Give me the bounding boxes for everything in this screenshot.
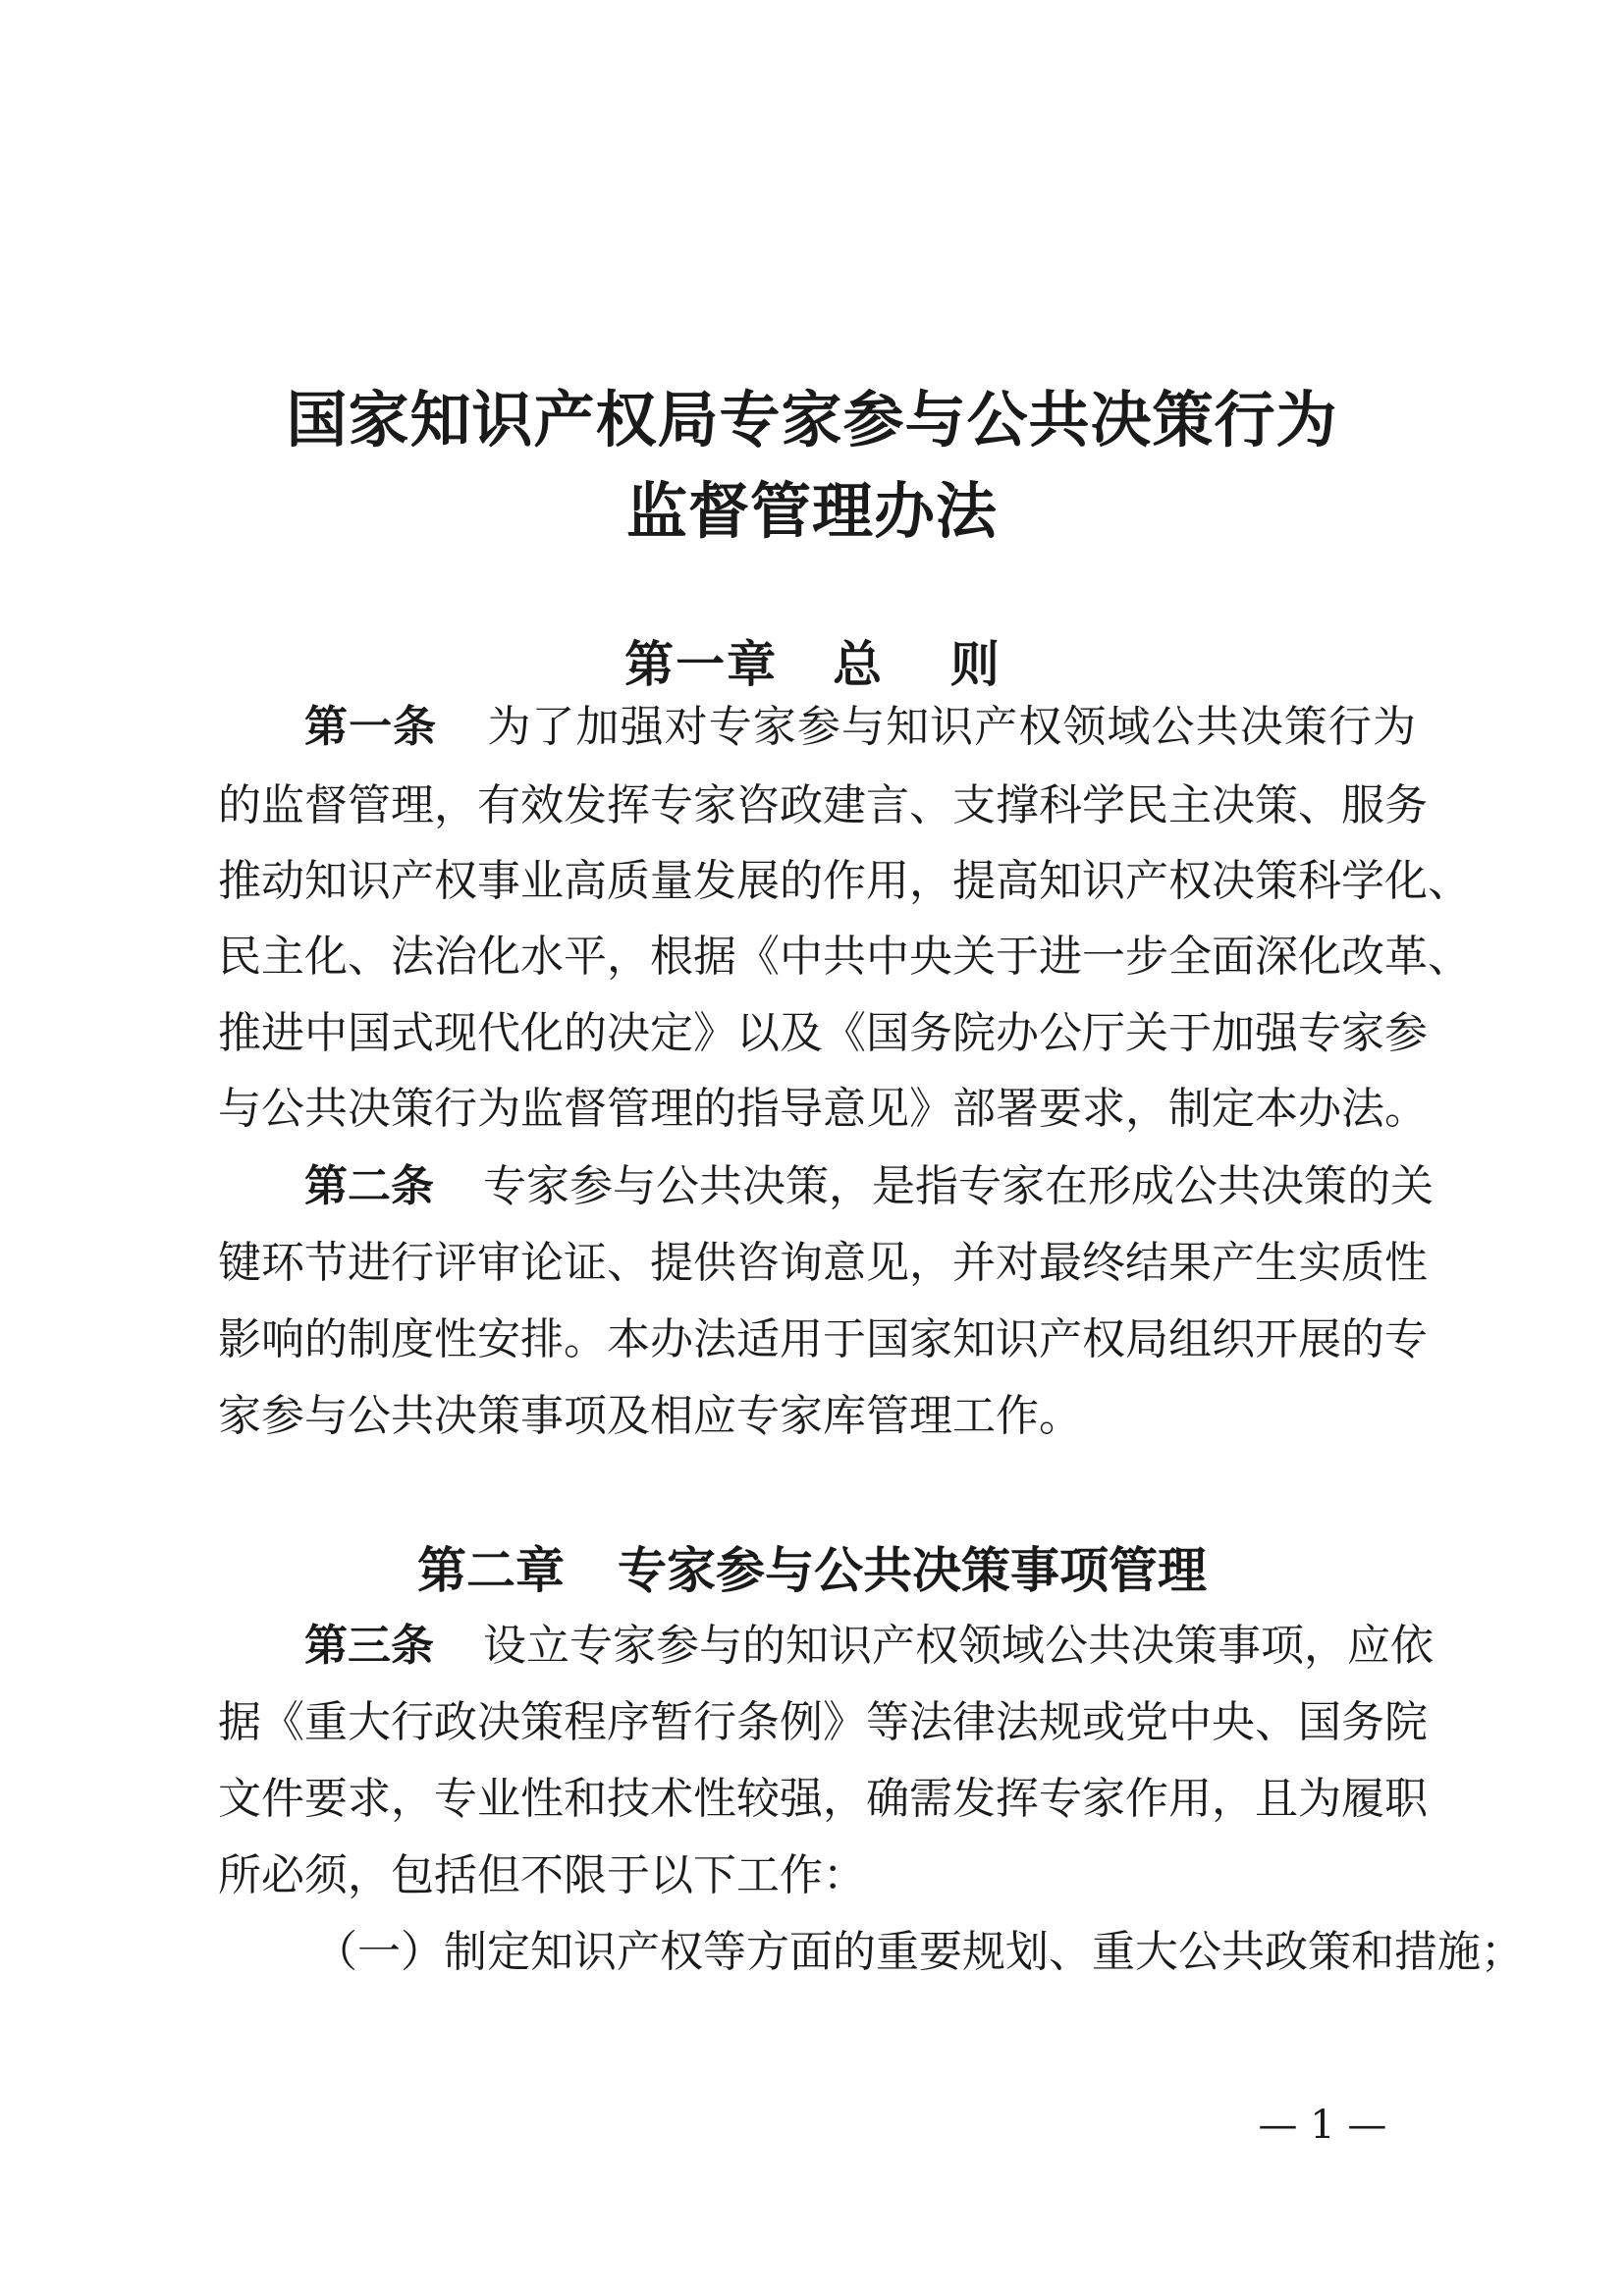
article-2-heading: 第二条: [304, 1161, 434, 1211]
article-2-line-1: [304, 1161, 1434, 1211]
article-2-text-1: 专家参与公共决策，是指专家在形成公共决策的关: [483, 1161, 1434, 1211]
article-3-heading: 第三条: [304, 1621, 434, 1671]
chapter-1-heading: [0, 636, 1624, 693]
article-1-line-1: [304, 702, 1416, 752]
article-1-line-6: 与公共决策行为监督管理的指导意见》部署要求，制定本办法。: [218, 1084, 1428, 1134]
chapter-2-heading: [0, 1542, 1624, 1599]
article-1-heading: 第一条: [304, 702, 438, 752]
chapter-1-label: 第一章: [624, 636, 779, 693]
chapter-2-label: 第二章: [417, 1542, 565, 1599]
chapter-2-name: 专家参与公共决策事项管理: [618, 1542, 1207, 1599]
article-2-line-4: 家参与公共决策事项及相应专家库管理工作。: [218, 1391, 1082, 1441]
article-2-line-3: 影响的制度性安排。本办法适用于国家知识产权局组织开展的专: [218, 1314, 1428, 1364]
chapter-1-name: 总 则: [833, 636, 1000, 693]
article-1-text-1: 为了加强对专家参与知识产权领域公共决策行为: [486, 702, 1416, 752]
document-title-line-2: 监督管理办法: [625, 475, 998, 547]
article-1-line-2: 的监督管理，有效发挥专家咨政建言、支撑科学民主决策、服务: [218, 780, 1428, 830]
article-3-text-1: 设立专家参与的知识产权领域公共决策事项，应依: [483, 1621, 1434, 1671]
article-3-line-3: 文件要求，专业性和技术性较强，确需发挥专家作用，且为履职: [218, 1774, 1428, 1824]
document-title-line-1: 国家知识产权局专家参与公共决策行为: [286, 384, 1338, 455]
article-3-item-1: （一）制定知识产权等方面的重要规划、重大公共政策和措施；: [314, 1927, 1524, 1977]
article-1-line-5: 推进中国式现代化的决定》以及《国务院办公厅关于加强专家参: [218, 1008, 1428, 1058]
article-3-line-4: 所必须，包括但不限于以下工作：: [218, 1850, 866, 1900]
article-2-line-2: 键环节进行评审论证、提供咨询意见，并对最终结果产生实质性: [218, 1238, 1428, 1288]
article-3-line-2: 据《重大行政决策程序暂行条例》等法律法规或党中央、国务院: [218, 1697, 1428, 1747]
article-3-line-1: [304, 1621, 1434, 1671]
page-number: — 1 —: [1258, 2103, 1387, 2148]
article-1-line-3: 推动知识产权事业高质量发展的作用，提高知识产权决策科学化、: [218, 856, 1471, 906]
article-1-line-4: 民主化、法治化水平，根据《中共中央关于进一步全面深化改革、: [218, 932, 1471, 982]
